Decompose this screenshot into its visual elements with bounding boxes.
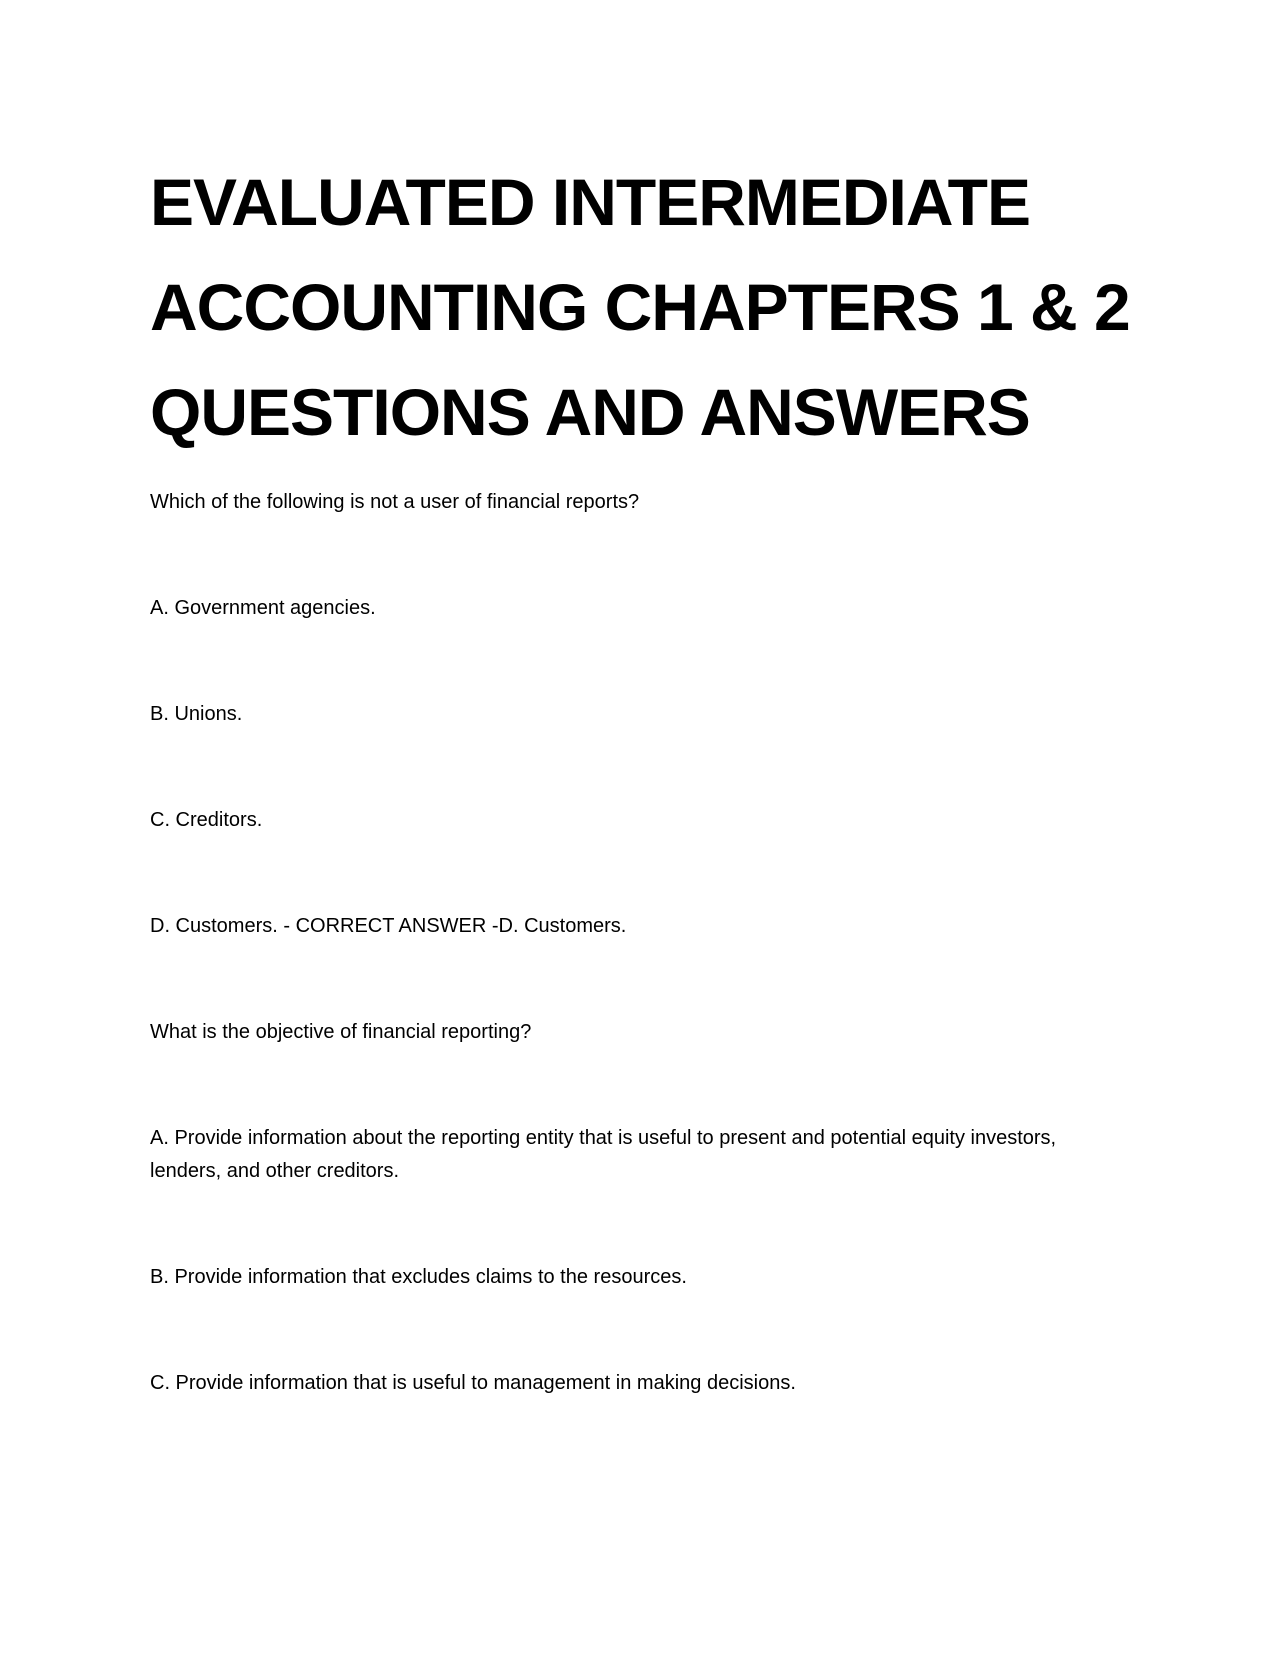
question-1-option-c: C. Creditors. — [150, 809, 263, 831]
question-1-option-a: A. Government agencies. — [150, 597, 376, 619]
question-1-text: Which of the following is not a user of financial reports? — [150, 491, 640, 513]
title-line-1: EVALUATED INTERMEDIATE — [150, 165, 1030, 239]
title-line-2: ACCOUNTING CHAPTERS 1 & 2 — [150, 270, 1130, 344]
question-1-option-d-correct-answer: D. Customers. - CORRECT ANSWER -D. Customers. — [150, 915, 627, 937]
question-2-text: What is the objective of financial reporting? — [150, 1021, 532, 1043]
title-line-3: QUESTIONS AND ANSWERS — [150, 375, 1030, 449]
question-2-option-b: B. Provide information that excludes claims to the resources. — [150, 1266, 687, 1288]
question-2-option-a: A. Provide information about the reporting entity that is useful to present and potential equity investors, lenders, and other creditors. — [150, 1127, 1057, 1182]
document-title — [150, 150, 1150, 465]
question-2-option-c: C. Provide information that is useful to management in making decisions. — [150, 1372, 796, 1394]
question-1-option-b: B. Unions. — [150, 703, 243, 725]
